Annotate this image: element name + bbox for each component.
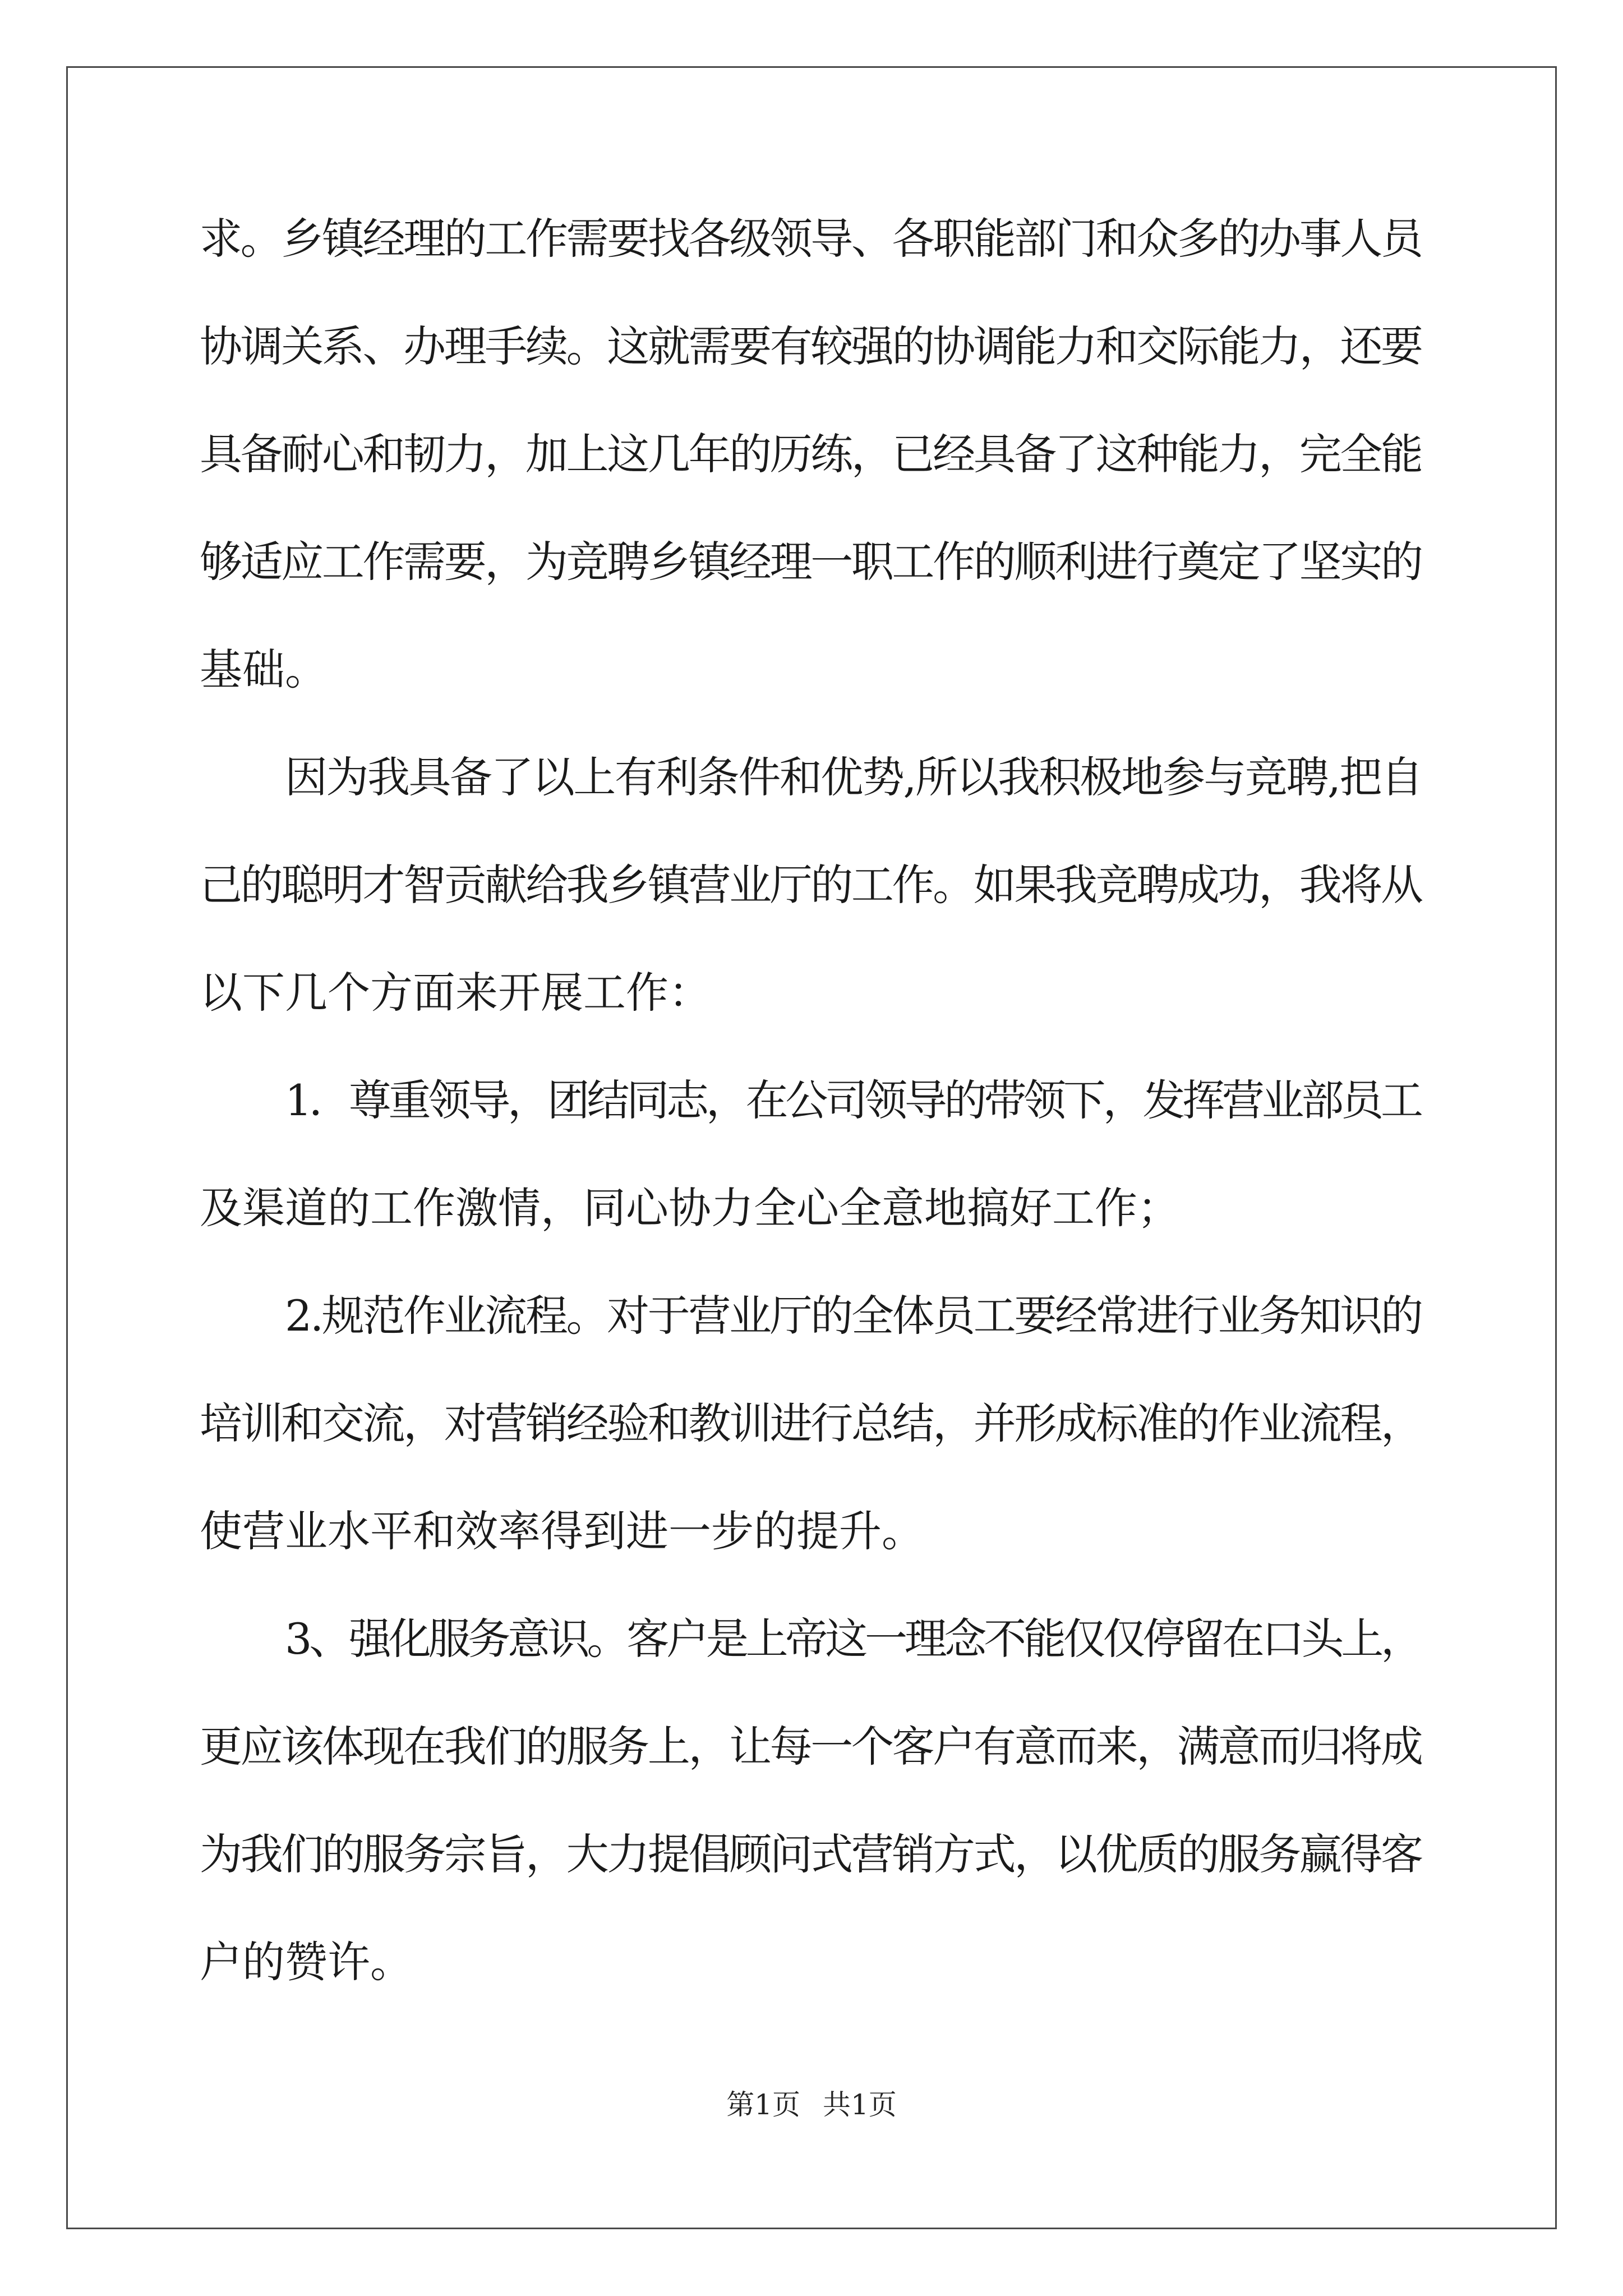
text-line: 1．尊重领导，团结同志，在公司领导的带领下，发挥营业部员工 — [285, 1075, 1421, 1125]
text-line: 3、强化服务意识。客户是上帝这一理念不能仅仅停留在口头上， — [285, 1614, 1421, 1664]
text-line: 更应该体现在我们的服务上，让每一个客户有意而来，满意而归将成 — [200, 1722, 1422, 1772]
text-line: 协调关系、办理手续。这就需要有较强的协调能力和交际能力，还要 — [200, 321, 1422, 371]
page-total: 共1页 — [823, 2088, 897, 2121]
text-line: 为我们的服务宗旨，大力提倡顾问式营销方式，以优质的服务赢得客 — [200, 1829, 1422, 1879]
text-line: 基础。 — [200, 645, 328, 694]
text-line: 及渠道的工作激情，同心协力全心全意地搞好工作； — [200, 1183, 1180, 1233]
text-line: 具备耐心和韧力，加上这几年的历练，已经具备了这种能力，完全能 — [200, 429, 1422, 479]
page-footer — [0, 2088, 1623, 2122]
document-body — [200, 211, 1423, 2042]
text-line: 因为我具备了以上有利条件和优势,所以我积极地参与竞聘,把自 — [285, 752, 1422, 802]
text-line: 己的聪明才智贡献给我乡镇营业厅的工作。如果我竞聘成功，我将从 — [200, 860, 1422, 910]
text-line: 以下几个方面来开展工作： — [200, 968, 711, 1018]
text-line: 2.规范作业流程。对于营业厅的全体员工要经常进行业务知识的 — [285, 1291, 1422, 1341]
text-line: 培训和交流，对营销经验和教训进行总结，并形成标准的作业流程， — [200, 1398, 1422, 1448]
text-line: 够适应工作需要，为竞聘乡镇经理一职工作的顺利进行奠定了坚实的 — [200, 537, 1422, 587]
text-line: 求。乡镇经理的工作需要找各级领导、各职能部门和众多的办事人员 — [200, 214, 1422, 264]
page-number: 第1页 — [726, 2088, 800, 2121]
text-line: 使营业水平和效率得到进一步的提升。 — [200, 1506, 924, 1556]
text-line: 户的赞许。 — [200, 1937, 413, 1987]
